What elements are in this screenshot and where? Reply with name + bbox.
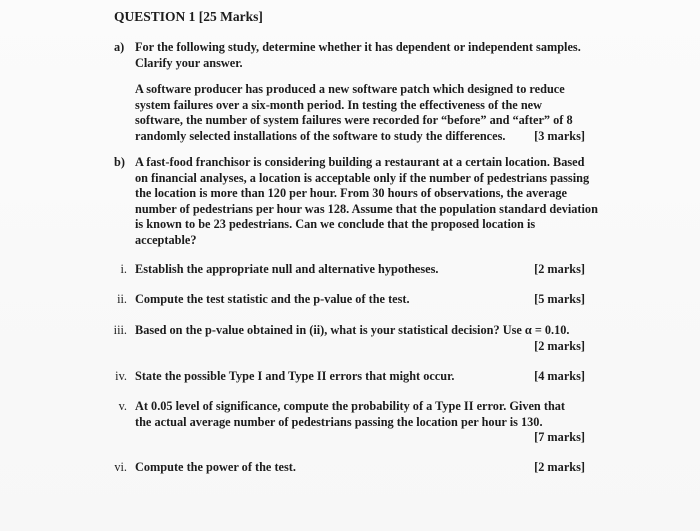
part-a-body-line4-text: randomly selected installations of the software to study the differences. bbox=[135, 128, 506, 143]
sub-v-text-line1: At 0.05 level of significance, compute the probability of a Type II error. Given that bbox=[135, 399, 566, 413]
sub-v-text-line2: the actual average number of pedestrians passing the location per hour is 130. bbox=[135, 414, 543, 429]
sub-vi-marks: [2 marks] bbox=[534, 460, 585, 474]
part-a-intro bbox=[135, 40, 581, 71]
sub-iii-num: iii. bbox=[113, 323, 127, 337]
sub-v-text bbox=[135, 399, 565, 430]
sub-iv-marks: [4 marks] bbox=[534, 369, 585, 383]
sub-vi-text: Compute the power of the test. bbox=[135, 460, 296, 474]
sub-i-marks: [2 marks] bbox=[534, 262, 585, 276]
part-a-body-line4 bbox=[135, 129, 585, 145]
sub-i-num: i. bbox=[120, 262, 127, 276]
sub-iii-marks: [2 marks] bbox=[534, 339, 585, 353]
part-b-line6: acceptable? bbox=[135, 232, 197, 247]
sub-iii-text: Based on the p-value obtained in (ii), what is your statistical decision? Use α = 0.10. bbox=[135, 323, 570, 337]
part-b-line1: A fast-food franchisor is considering building a restaurant at a certain location. Based bbox=[135, 155, 585, 169]
part-b-line3: the location is more than 120 per hour. From 30 hours of observations, the average bbox=[135, 186, 567, 200]
sub-ii-text: Compute the test statistic and the p-value of the test. bbox=[135, 292, 410, 306]
sub-vi-num: vi. bbox=[114, 460, 127, 474]
part-b-line4: number of pedestrians per hour was 128. Assume that the population standard deviation bbox=[135, 201, 598, 216]
sub-ii-marks: [5 marks] bbox=[534, 292, 585, 306]
part-a-marks: [3 marks] bbox=[534, 128, 585, 143]
part-a-body-line3: software, the number of system failures were recorded for “before” and “after” of 8 bbox=[135, 113, 573, 127]
sub-v-num: v. bbox=[118, 399, 127, 413]
sub-iv-num: iv. bbox=[115, 369, 127, 383]
sub-v-marks: [7 marks] bbox=[534, 430, 585, 444]
sub-i-text: Establish the appropriate null and alternative hypotheses. bbox=[135, 262, 439, 276]
sub-iv-text: State the possible Type I and Type II errors that might occur. bbox=[135, 369, 455, 383]
sub-ii-num: ii. bbox=[117, 292, 127, 306]
part-a-body-line2: system failures over a six-month period. In testing the effectiveness of the new bbox=[135, 97, 542, 112]
part-b-line2: on financial analyses, a location is acceptable only if the number of pedestrians passing bbox=[135, 170, 590, 185]
part-a-label: a) bbox=[114, 40, 125, 54]
part-b-body bbox=[135, 155, 598, 248]
part-b-line5: is known to be 23 pedestrians. Can we conclude that the proposed location is bbox=[135, 217, 536, 231]
part-b-label: b) bbox=[114, 155, 125, 169]
part-a-intro-line2: Clarify your answer. bbox=[135, 55, 243, 70]
part-a-body bbox=[135, 82, 585, 144]
part-a-intro-line1: For the following study, determine whether it has dependent or independent samples. bbox=[135, 40, 581, 54]
part-a-body-line1: A software producer has produced a new software patch which designed to reduce bbox=[135, 82, 565, 96]
question-title: QUESTION 1 [25 Marks] bbox=[114, 9, 263, 24]
